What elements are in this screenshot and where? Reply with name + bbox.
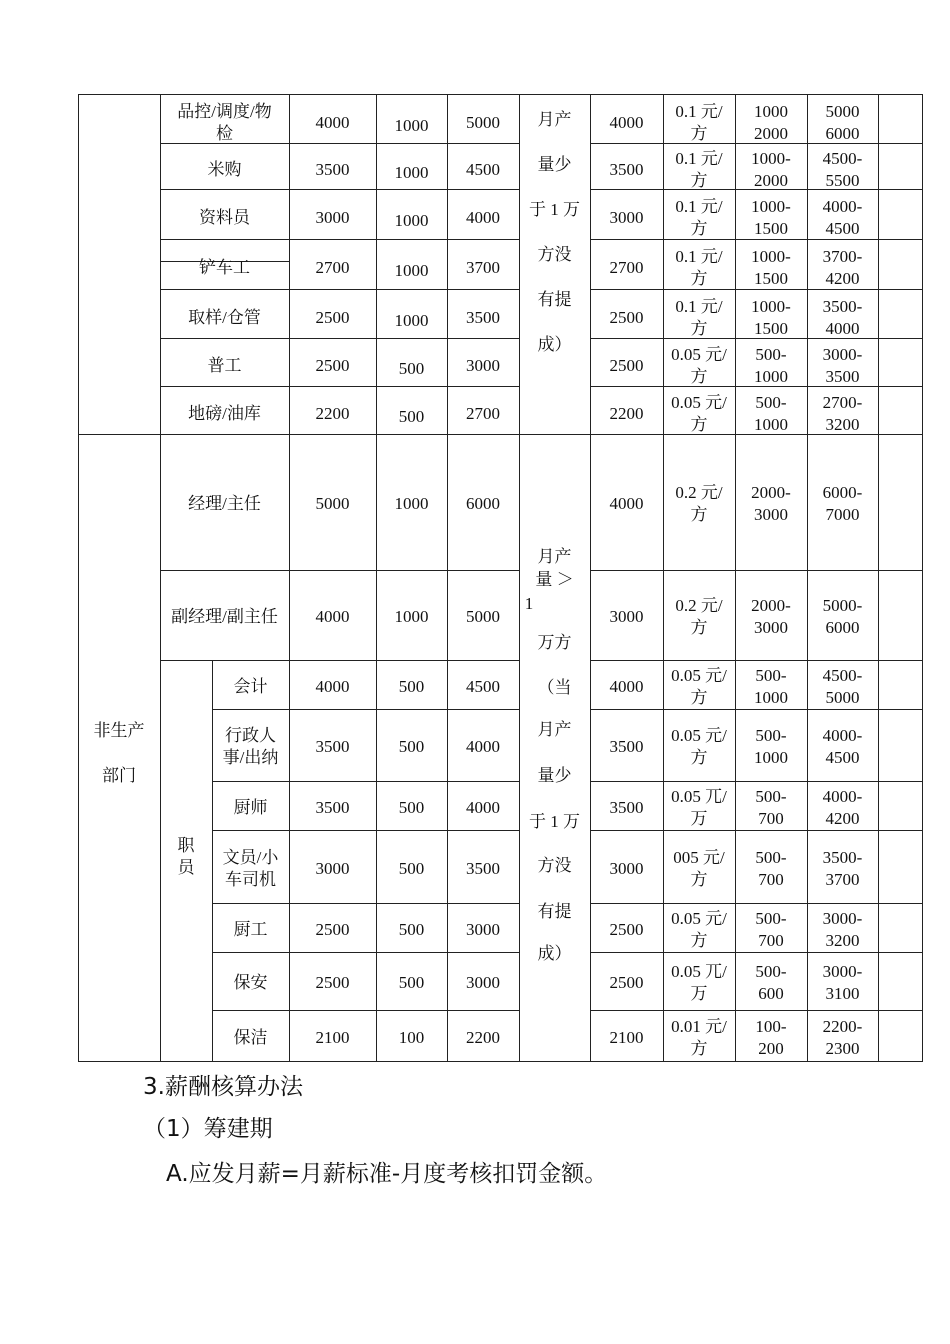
salary-range: 5000 6000 bbox=[825, 101, 860, 143]
commission-range: 2000-3000 bbox=[751, 596, 791, 637]
commission-rate: 0.1 元/方 bbox=[675, 296, 723, 338]
standard-salary: 2500 bbox=[609, 973, 644, 992]
salary-range: 2700-3200 bbox=[822, 393, 863, 434]
role-label: 副经理/副主任 bbox=[171, 607, 278, 626]
salary-range: 4500-5500 bbox=[822, 149, 863, 190]
allowance: 1000 bbox=[394, 211, 429, 230]
commission-range: 1000 2000 bbox=[754, 101, 788, 143]
total-salary: 3500 bbox=[466, 858, 500, 878]
standard-salary: 2500 bbox=[609, 356, 644, 375]
total-salary: 4000 bbox=[466, 208, 500, 227]
base-salary: 2500 bbox=[315, 307, 350, 327]
table-row-rule bbox=[590, 709, 923, 710]
commission-range: 500-1000 bbox=[754, 665, 788, 707]
base-salary: 4000 bbox=[315, 676, 350, 696]
table-row-rule bbox=[160, 189, 520, 190]
table-row-rule bbox=[160, 289, 520, 290]
base-salary: 5000 bbox=[315, 494, 350, 513]
commission-rate: 0.05 元/方 bbox=[671, 908, 727, 950]
total-salary: 2700 bbox=[466, 404, 500, 423]
commission-condition-line: 月产 bbox=[537, 547, 572, 566]
commission-range: 500-700 bbox=[755, 908, 787, 950]
table-row-rule bbox=[160, 338, 520, 339]
total-salary: 2200 bbox=[466, 1027, 500, 1047]
commission-condition-line: 月产 bbox=[537, 720, 572, 739]
base-salary: 3500 bbox=[315, 737, 350, 756]
salary-range: 3500-4000 bbox=[822, 296, 863, 338]
formula-item: A.应发月薪=月薪标准-月度考核扣罚金额。 bbox=[166, 1161, 608, 1187]
standard-salary: 2200 bbox=[609, 404, 644, 423]
base-salary: 3500 bbox=[315, 160, 350, 179]
commission-range: 500-1000 bbox=[754, 726, 788, 767]
table-row-rule bbox=[78, 94, 923, 95]
allowance: 1000 bbox=[394, 607, 429, 626]
table-row-rule bbox=[590, 903, 923, 904]
table-row-rule bbox=[590, 781, 923, 782]
salary-range: 3000-3100 bbox=[822, 962, 863, 1003]
allowance: 500 bbox=[398, 407, 425, 426]
commission-range: 500-700 bbox=[755, 786, 787, 828]
commission-rate: 0.05 元/方 bbox=[671, 393, 727, 434]
salary-range: 3700-4200 bbox=[822, 247, 863, 288]
role-label: 普工 bbox=[207, 356, 242, 375]
allowance: 500 bbox=[398, 737, 425, 756]
commission-rate: 0.1 元/方 bbox=[675, 197, 723, 238]
table-row-rule bbox=[590, 660, 923, 661]
commission-condition-line: 于 1 万 bbox=[529, 812, 580, 831]
total-salary: 5000 bbox=[466, 607, 500, 626]
commission-rate: 0.1 元/方 bbox=[675, 247, 723, 288]
base-salary: 2200 bbox=[315, 404, 350, 423]
salary-range: 5000-6000 bbox=[822, 596, 863, 637]
subsection-heading: （1）筹建期 bbox=[143, 1116, 273, 1142]
role-label: 取样/仓管 bbox=[188, 307, 261, 327]
base-salary: 2100 bbox=[315, 1027, 350, 1047]
role-label: 保安 bbox=[233, 973, 268, 992]
total-salary: 3000 bbox=[466, 919, 500, 939]
role-label: 会计 bbox=[233, 676, 268, 696]
commission-rate: 0.2 元/方 bbox=[675, 596, 723, 637]
commission-rate: 0.05 元/方 bbox=[671, 345, 727, 386]
table-row-rule bbox=[212, 903, 520, 904]
commission-rate: 0.01 元/方 bbox=[671, 1016, 727, 1058]
salary-range: 2200-2300 bbox=[822, 1016, 863, 1058]
commission-range: 500-1000 bbox=[754, 345, 788, 386]
standard-salary: 3500 bbox=[609, 797, 644, 817]
commission-range: 1000-1500 bbox=[751, 296, 791, 338]
table-row-rule bbox=[590, 830, 923, 831]
commission-rate: 0.05 元/方 bbox=[671, 726, 727, 767]
table-row-rule bbox=[590, 570, 923, 571]
commission-condition-line: 万方 bbox=[537, 633, 572, 652]
standard-salary: 3000 bbox=[609, 858, 644, 878]
total-salary: 3500 bbox=[466, 307, 500, 327]
commission-rate: 0.2 元/方 bbox=[675, 483, 723, 524]
base-salary: 4000 bbox=[315, 607, 350, 626]
allowance: 500 bbox=[398, 973, 425, 992]
salary-range: 3000-3200 bbox=[822, 908, 863, 950]
salary-range: 4000-4200 bbox=[822, 786, 863, 828]
standard-salary: 2500 bbox=[609, 919, 644, 939]
commission-rate: 005 元/方 bbox=[673, 847, 725, 889]
standard-salary: 4000 bbox=[609, 676, 644, 696]
base-salary: 2500 bbox=[315, 356, 350, 375]
commission-rate: 0.05 兀/万 bbox=[671, 962, 727, 1003]
commission-range: 1000-1500 bbox=[751, 247, 791, 288]
table-column-rule bbox=[212, 660, 213, 1062]
table-row-rule bbox=[590, 952, 923, 953]
standard-salary: 3000 bbox=[609, 607, 644, 626]
standard-salary: 4000 bbox=[609, 112, 644, 132]
allowance: 1000 bbox=[394, 261, 429, 280]
base-salary: 3500 bbox=[315, 797, 350, 817]
role-label: 厨师 bbox=[233, 797, 268, 817]
standard-salary: 3500 bbox=[609, 737, 644, 756]
standard-salary: 2500 bbox=[609, 307, 644, 327]
commission-condition-line: 量少 bbox=[537, 155, 572, 174]
base-salary: 2700 bbox=[315, 258, 350, 277]
commission-rate: 0.1 元/方 bbox=[675, 149, 723, 190]
commission-condition-line: 成） bbox=[537, 335, 572, 354]
base-salary: 4000 bbox=[315, 112, 350, 132]
commission-rate: 0.05 元/方 bbox=[671, 665, 727, 707]
standard-salary: 3500 bbox=[609, 160, 644, 179]
commission-range: 1000-2000 bbox=[751, 149, 791, 190]
total-salary: 4000 bbox=[466, 797, 500, 817]
total-salary: 3700 bbox=[466, 258, 500, 277]
table-row-rule bbox=[212, 1010, 520, 1011]
commission-range: 2000-3000 bbox=[751, 483, 791, 524]
commission-condition-line: 方没 bbox=[537, 245, 572, 264]
allowance: 500 bbox=[398, 359, 425, 378]
commission-range: 500-600 bbox=[755, 962, 787, 1003]
role-label: 地磅/油库 bbox=[188, 404, 261, 423]
base-salary: 2500 bbox=[315, 919, 350, 939]
table-column-rule bbox=[78, 94, 79, 1062]
table-row-rule bbox=[590, 1010, 923, 1011]
commission-condition-line: 方没 bbox=[537, 856, 572, 875]
commission-range: 500-1000 bbox=[754, 393, 788, 434]
commission-condition-line: 于 1 万 bbox=[529, 200, 580, 219]
total-salary: 4000 bbox=[466, 737, 500, 756]
total-salary: 3000 bbox=[466, 973, 500, 992]
commission-range: 1000-1500 bbox=[751, 197, 791, 238]
allowance: 500 bbox=[398, 858, 425, 878]
commission-condition-line: 成） bbox=[537, 944, 572, 963]
table-row-rule bbox=[160, 660, 213, 661]
salary-range: 3500-3700 bbox=[822, 847, 863, 889]
standard-salary: 4000 bbox=[609, 494, 644, 513]
department-label: 非生产 bbox=[93, 721, 145, 740]
base-salary: 3000 bbox=[315, 858, 350, 878]
base-salary: 2500 bbox=[315, 973, 350, 992]
commission-condition-line: 有提 bbox=[537, 290, 572, 309]
role-label: 米购 bbox=[207, 160, 242, 179]
role-label: 铲车工 bbox=[199, 258, 250, 277]
total-salary: 4500 bbox=[466, 160, 500, 179]
total-salary: 5000 bbox=[466, 112, 500, 132]
standard-salary: 3000 bbox=[609, 208, 644, 227]
salary-range: 4500-5000 bbox=[822, 665, 863, 707]
commission-condition-line: 有提 bbox=[537, 902, 572, 921]
total-salary: 6000 bbox=[466, 494, 500, 513]
salary-range: 3000-3500 bbox=[822, 345, 863, 386]
table-row-rule bbox=[212, 830, 520, 831]
commission-condition-line: 月产 bbox=[537, 110, 572, 129]
base-salary: 3000 bbox=[315, 208, 350, 227]
role-label: 经理/主任 bbox=[188, 494, 261, 513]
table-row-rule bbox=[212, 709, 520, 710]
staff-group-label: 员 bbox=[177, 858, 195, 877]
allowance: 500 bbox=[398, 797, 425, 817]
department-label: 部门 bbox=[102, 766, 136, 785]
commission-range: 100-200 bbox=[755, 1016, 787, 1058]
standard-salary: 2100 bbox=[609, 1027, 644, 1047]
total-salary: 3000 bbox=[466, 356, 500, 375]
salary-range: 4000-4500 bbox=[822, 197, 863, 238]
role-label: 厨工 bbox=[233, 919, 268, 939]
table-row-rule bbox=[160, 570, 520, 571]
role-label: 品控/调度/物检 bbox=[177, 101, 272, 143]
section-heading: 3.薪酬核算办法 bbox=[143, 1074, 303, 1100]
allowance: 1000 bbox=[394, 115, 429, 135]
role-label: 行政人事/出纳 bbox=[222, 726, 279, 767]
role-label: 文员/小车司机 bbox=[222, 847, 279, 889]
commission-rate: 0.05 兀/万 bbox=[671, 786, 727, 828]
table-row-rule bbox=[212, 660, 520, 661]
allowance: 1000 bbox=[394, 310, 429, 330]
allowance: 500 bbox=[398, 676, 425, 696]
salary-range: 4000-4500 bbox=[822, 726, 863, 767]
allowance: 1000 bbox=[394, 494, 429, 513]
commission-condition-line: 量少 bbox=[537, 766, 572, 785]
role-label: 资料员 bbox=[199, 208, 250, 227]
commission-condition-line: 1 bbox=[524, 594, 534, 613]
allowance: 500 bbox=[398, 919, 425, 939]
allowance: 100 bbox=[398, 1027, 425, 1047]
table-row-rule bbox=[212, 781, 520, 782]
commission-condition-line: （当 bbox=[537, 678, 572, 697]
total-salary: 4500 bbox=[466, 676, 500, 696]
table-row-rule bbox=[160, 386, 520, 387]
salary-range: 6000-7000 bbox=[822, 483, 863, 524]
commission-range: 500-700 bbox=[755, 847, 787, 889]
table-row-rule bbox=[78, 1061, 923, 1062]
role-label: 保洁 bbox=[233, 1027, 268, 1047]
table-row-rule bbox=[160, 239, 520, 240]
commission-condition-line: 量 ＞ bbox=[535, 570, 574, 589]
table-row-rule bbox=[212, 952, 520, 953]
commission-rate: 0.1 元/方 bbox=[675, 101, 723, 143]
staff-group-label: 职 bbox=[177, 836, 195, 855]
standard-salary: 2700 bbox=[609, 258, 644, 277]
allowance: 1000 bbox=[394, 163, 429, 182]
